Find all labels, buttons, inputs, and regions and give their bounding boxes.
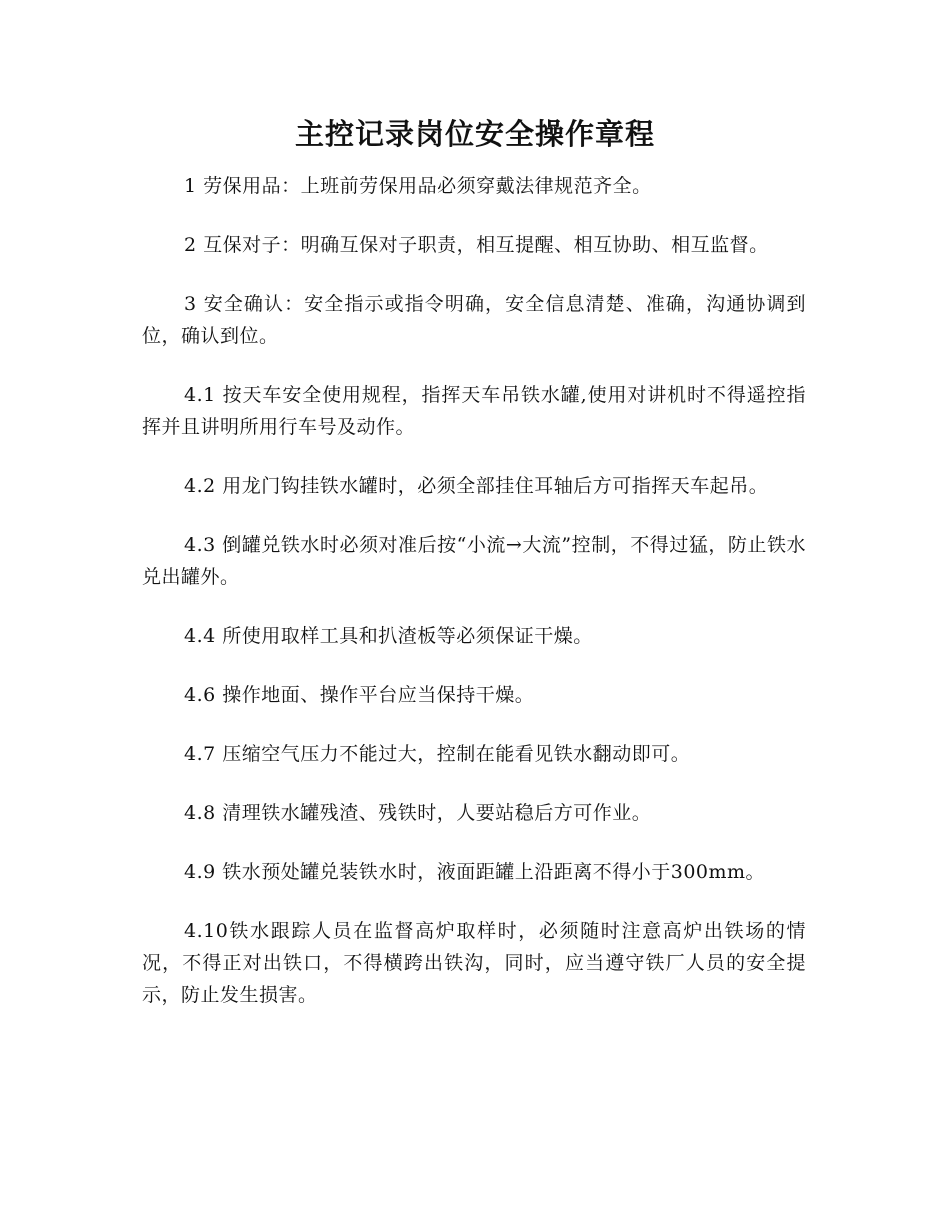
paragraph: 4.10铁水跟踪人员在监督高炉取样时，必须随时注意高炉出铁场的情况，不得正对出铁口，不得横跨出铁沟，同时，应当遵守铁厂人员的安全提示，防止发生损害。 <box>142 920 806 1006</box>
paragraph: 3 安全确认：安全指示或指令明确，安全信息清楚、准确，沟通协调到位，确认到位。 <box>142 293 806 347</box>
paragraph: 4.9 铁水预处罐兑装铁水时，液面距罐上沿距离不得小于300mm。 <box>184 861 766 883</box>
paragraph: 4.8 清理铁水罐残渣、残铁时，人要站稳后方可作业。 <box>184 802 652 824</box>
document-body <box>142 170 806 1038</box>
paragraph: 2 互保对子：明确互保对子职责，相互提醒、相互协助、相互监督。 <box>184 234 769 256</box>
paragraph: 4.1 按天车安全使用规程，指挥天车吊铁水罐,使用对讲机时不得遥控指挥并且讲明所用行车号及动作。 <box>142 384 806 438</box>
paragraph: 4.7 压缩空气压力不能过大，控制在能看见铁水翻动即可。 <box>184 743 691 765</box>
paragraph: 4.4 所使用取样工具和扒渣板等必须保证干燥。 <box>184 625 593 647</box>
document-title: 主控记录岗位安全操作章程 <box>294 117 655 151</box>
paragraph: 4.2 用龙门钩挂铁水罐时，必须全部挂住耳轴后方可指挥天车起吊。 <box>184 475 769 497</box>
paragraph: 4.3 倒罐兑铁水时必须对准后按“小流→大流”控制，不得过猛，防止铁水兑出罐外。 <box>142 534 806 588</box>
paragraph: 1 劳保用品：上班前劳保用品必须穿戴法律规范齐全。 <box>184 175 652 197</box>
paragraph: 4.6 操作地面、操作平台应当保持干燥。 <box>184 684 535 706</box>
